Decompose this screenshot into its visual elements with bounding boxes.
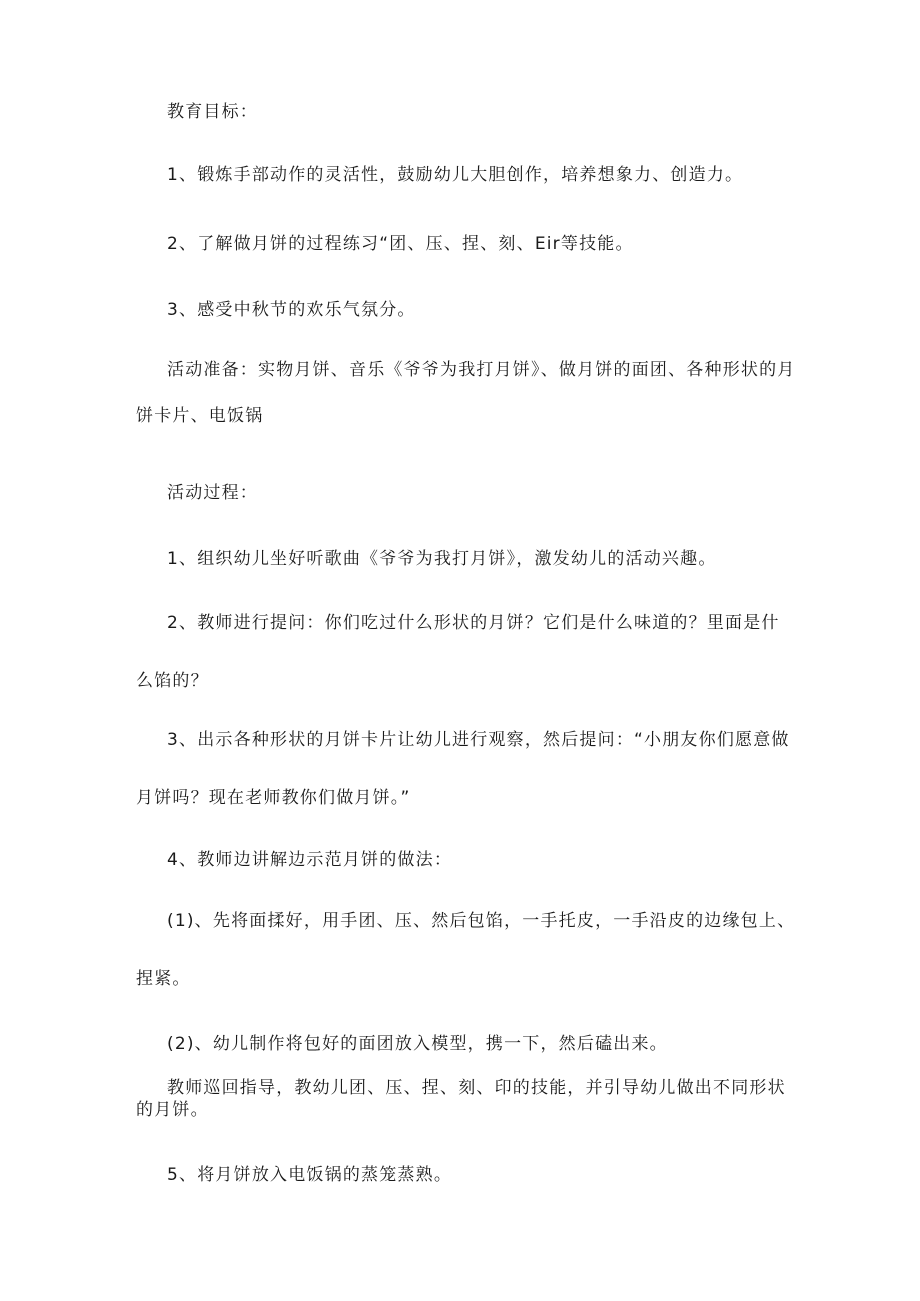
goals-heading: 教育目标： bbox=[167, 102, 258, 122]
teacher-guidance: 教师巡回指导，教幼儿团、压、捏、刻、印的技能，并引导幼儿做出不同形状的月饼。 bbox=[136, 1078, 786, 1120]
method-sub-step-2: (2)、幼儿制作将包好的面团放入模型，携一下，然后磕出来。 bbox=[167, 1034, 668, 1054]
process-step-1: 1、组织幼儿坐好听歌曲《爷爷为我打月饼》，激发幼儿的活动兴趣。 bbox=[167, 549, 717, 569]
goal-item-3: 3、感受中秋节的欢乐气氛分。 bbox=[167, 300, 416, 320]
goal-item-2: 2、了解做月饼的过程练习“团、压、捏、刻、Eir等技能。 bbox=[167, 234, 634, 254]
process-step-3: 3、出示各种形状的月饼卡片让幼儿进行观察，然后提问：“小朋友你们愿意做月饼吗？现在老师教你们做月饼。” bbox=[136, 730, 790, 808]
goal-item-1: 1、锻炼手部动作的灵活性，鼓励幼儿大胆创作，培养想象力、创造力。 bbox=[167, 165, 744, 185]
method-sub-step-1: (1)、先将面揉好，用手团、压、然后包馅，一手托皮，一手沿皮的边缘包上、捏紧。 bbox=[136, 911, 796, 989]
process-heading: 活动过程： bbox=[167, 483, 258, 503]
process-step-5: 5、将月饼放入电饭锅的蒸笼蒸熟。 bbox=[167, 1165, 453, 1185]
activity-preparation: 活动准备：实物月饼、音乐《爷爷为我打月饼》、做月饼的面团、各种形状的月饼卡片、电饭锅 bbox=[136, 360, 796, 426]
process-step-2: 2、教师进行提问：你们吃过什么形状的月饼？它们是什么味道的？里面是什么馅的？ bbox=[136, 613, 780, 691]
process-step-4: 4、教师边讲解边示范月饼的做法： bbox=[167, 850, 453, 870]
